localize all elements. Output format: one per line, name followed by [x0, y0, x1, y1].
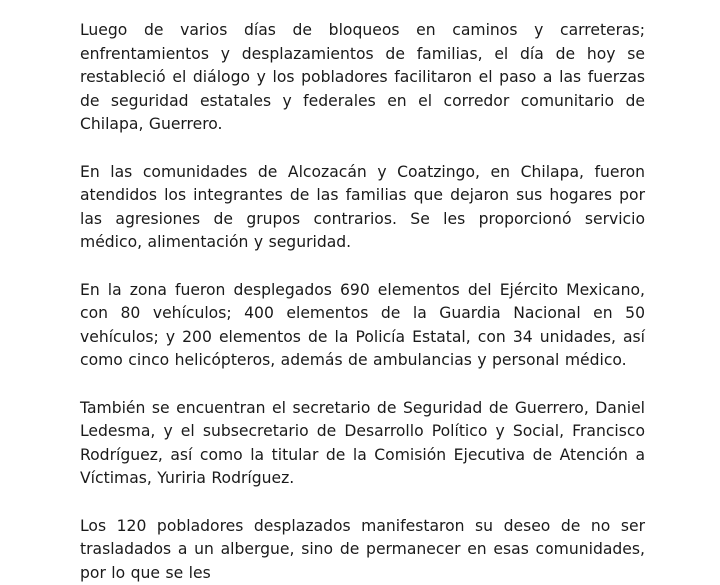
paragraph-displaced-residents: Los 120 pobladores desplazados manifestaron su deseo de no ser trasladados a un albergue, sino de permanecer en esas comunidades, por lo que se les	[80, 515, 645, 585]
paragraph-families-attended: En las comunidades de Alcozacán y Coatzingo, en Chilapa, fueron atendidos los integrantes de las familias que dejaron sus hogares por las agresiones de grupos contrarios. Se les proporcionó servicio médico, alimentación y seguridad.	[80, 161, 645, 255]
paragraph-forces-deployed: En la zona fueron desplegados 690 elementos del Ejército Mexicano, con 80 vehículos; 400 elementos de la Guardia Nacional en 50 vehículos; y 200 elementos de la Policía Estatal, con 34 unidades, así como cinco helicópteros, además de ambulancias y personal médico.	[80, 279, 645, 373]
paragraph-officials-present: También se encuentran el secretario de Seguridad de Guerrero, Daniel Ledesma, y el subsecretario de Desarrollo Político y Social, Francisco Rodríguez, así como la titular de la Comisión Ejecutiva de Atención a Víctimas, Yuriria Rodríguez.	[80, 397, 645, 491]
paragraph-dialogue-restored: Luego de varios días de bloqueos en caminos y carreteras; enfrentamientos y desplazamientos de familias, el día de hoy se restableció el diálogo y los pobladores facilitaron el paso a las fuerzas de seguridad estatales y federales en el corredor comunitario de Chilapa, Guerrero.	[80, 19, 645, 137]
